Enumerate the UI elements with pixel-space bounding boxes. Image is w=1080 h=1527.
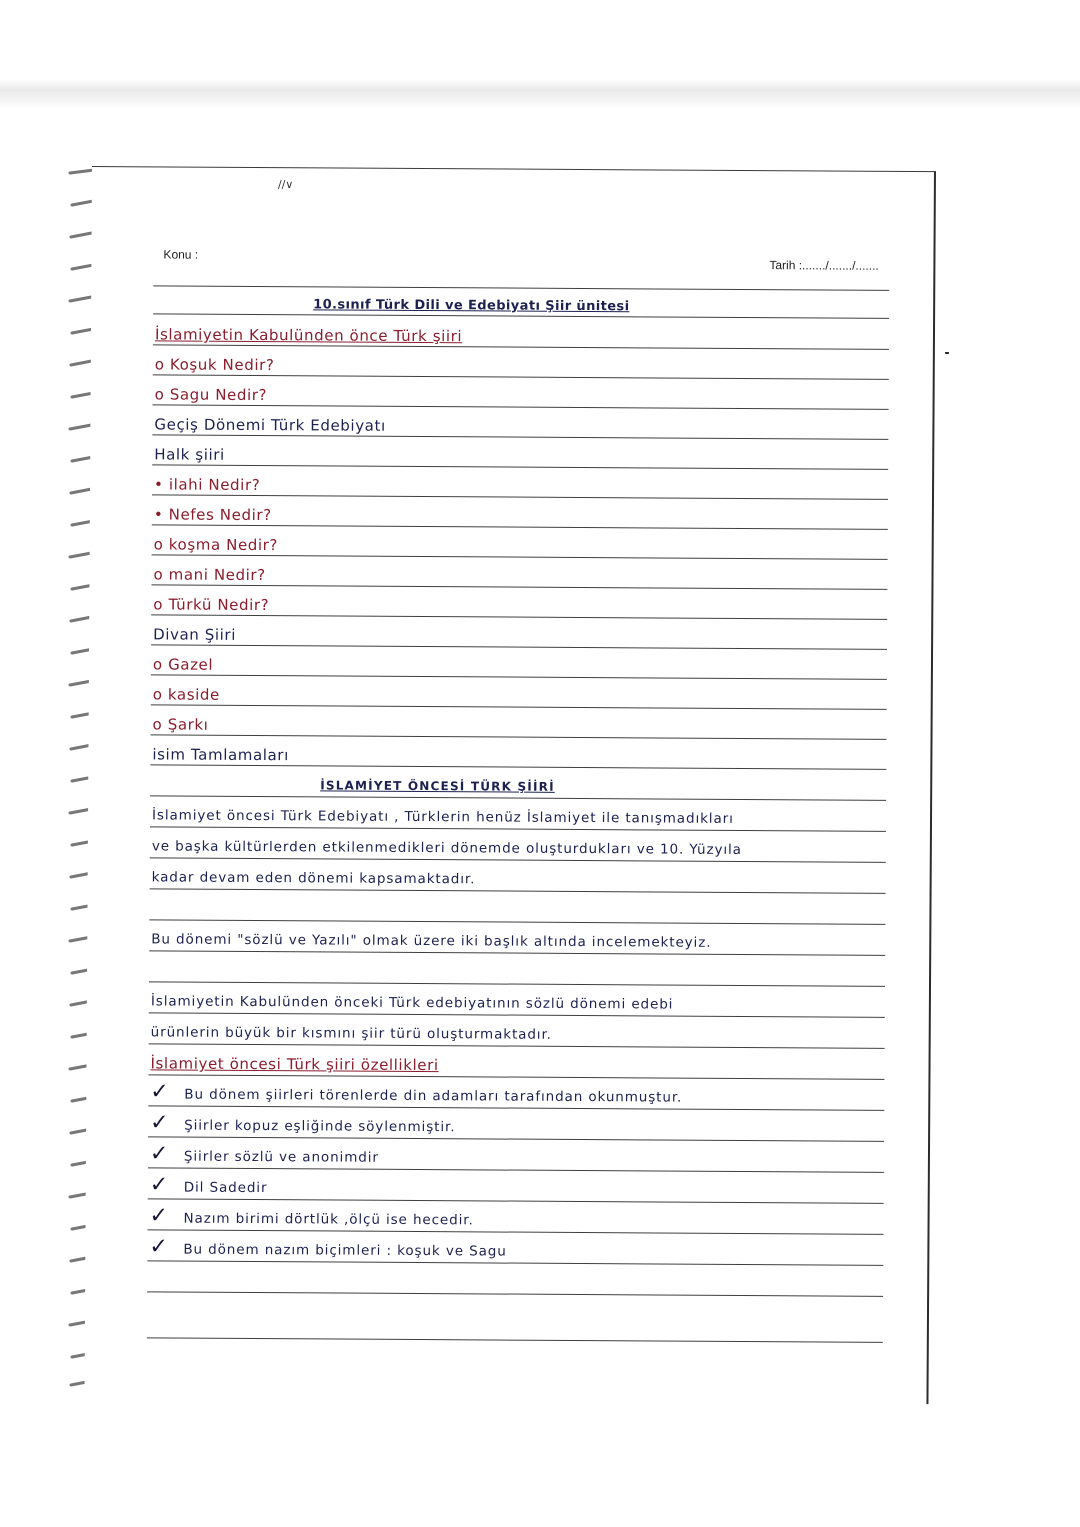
outline-item: • Nefes Nedir?: [153, 505, 272, 525]
paragraph-line: Bu dönemi "sözlü ve Yazılı" olmak üzere iki başlık altında incelemekteyiz.: [151, 931, 712, 951]
feature-item: [150, 1203, 474, 1231]
paragraph-line: ve başka kültürlerden etkilenmedikleri dönemde oluşturdukları ve 10. Yüzyıla: [151, 838, 742, 858]
outline-item: o Türkü Nedir?: [153, 595, 270, 615]
konu-label: Konu :: [163, 247, 199, 262]
ruled-line: [147, 1291, 883, 1296]
outline-item: • ilahi Nedir?: [154, 475, 261, 495]
ruled-line: [147, 1229, 883, 1234]
notebook-page: [84, 166, 936, 1404]
margin-dot: [945, 352, 949, 354]
outline-item: o Koşuk Nedir?: [154, 355, 275, 375]
check-icon: ✓: [149, 1203, 170, 1229]
check-icon: ✓: [149, 1172, 170, 1198]
outline-item: o Gazel: [152, 655, 214, 674]
outline-item: o kaside: [152, 685, 220, 704]
feature-text: Nazım birimi dörtlük ,ölçü ise hecedir.: [183, 1210, 474, 1229]
paragraph-line: İslamiyetin Kabulünden önceki Türk edebiyatının sözlü dönemi edebi: [150, 993, 674, 1013]
ruled-line: [151, 644, 887, 649]
outline-item: o mani Nedir?: [153, 565, 266, 585]
outline-item: o Sagu Nedir?: [154, 385, 268, 405]
check-icon: ✓: [149, 1141, 170, 1167]
feature-item: [150, 1110, 455, 1138]
paragraph-line: İslamiyet öncesi Türk Edebiyatı , Türklerin henüz İslamiyet ile tanışmadıkları: [151, 807, 734, 827]
feature-item: [149, 1234, 506, 1262]
feature-text: Şiirler kopuz eşliğinde söylenmiştir.: [184, 1117, 456, 1136]
outline-item: Halk şiiri: [154, 445, 225, 464]
feature-item: [150, 1172, 268, 1199]
outline-item: o koşma Nedir?: [153, 535, 279, 555]
outline-item: isim Tamlamaları: [152, 745, 289, 765]
ruled-line: [152, 494, 888, 499]
page-scribble: //∨: [277, 178, 294, 192]
feature-text: Dil Sadedir: [183, 1179, 268, 1197]
ruled-line: [148, 1136, 884, 1141]
outline-item: Divan Şiiri: [153, 625, 237, 644]
ruled-line: [153, 285, 889, 290]
feature-item: [150, 1079, 682, 1108]
ruled-line: [151, 704, 887, 709]
ruled-line: [151, 734, 887, 739]
feature-text: Şiirler sözlü ve anonimdir: [183, 1148, 379, 1166]
outline-item: o Şarkı: [152, 715, 209, 734]
ruled-line: [148, 1198, 884, 1203]
features-heading: İslamiyet öncesi Türk şiiri özellikleri: [150, 1054, 439, 1075]
check-icon: ✓: [150, 1110, 170, 1136]
ruled-line: [149, 981, 885, 986]
paragraph-line: kadar devam eden dönemi kapsamaktadır.: [151, 869, 476, 888]
page-title: 10.sınıf Türk Dili ve Edebiyatı Şiir ünitesi: [313, 297, 630, 315]
ruled-line: [147, 1260, 883, 1265]
ruled-line: [148, 1167, 884, 1172]
ruled-line: [152, 464, 888, 469]
outline-item: Geçiş Dönemi Türk Edebiyatı: [154, 415, 386, 435]
feature-item: [150, 1141, 379, 1168]
ruled-line: [149, 919, 885, 924]
tarih-label: Tarih :......./......./.......: [769, 258, 879, 273]
outline-item: İslamiyetin Kabulünden önce Türk şiiri: [154, 325, 463, 346]
check-icon: ✓: [150, 1079, 170, 1105]
check-icon: ✓: [149, 1234, 169, 1260]
feature-text: Bu dönem nazım biçimleri : koşuk ve Sagu: [183, 1241, 507, 1260]
ruled-line: [151, 674, 887, 679]
scanner-shadow: [0, 0, 1080, 110]
section-heading: İSLAMİYET ÖNCESİ TÜRK ŞİİRİ: [320, 778, 555, 794]
feature-text: Bu dönem şiirleri törenlerde din adamları tarafından okunmuştur.: [184, 1086, 683, 1106]
paragraph-line: ürünlerin büyük bir kısmını şiir türü oluşturmaktadır.: [150, 1024, 552, 1043]
ruled-line: [147, 1337, 883, 1342]
